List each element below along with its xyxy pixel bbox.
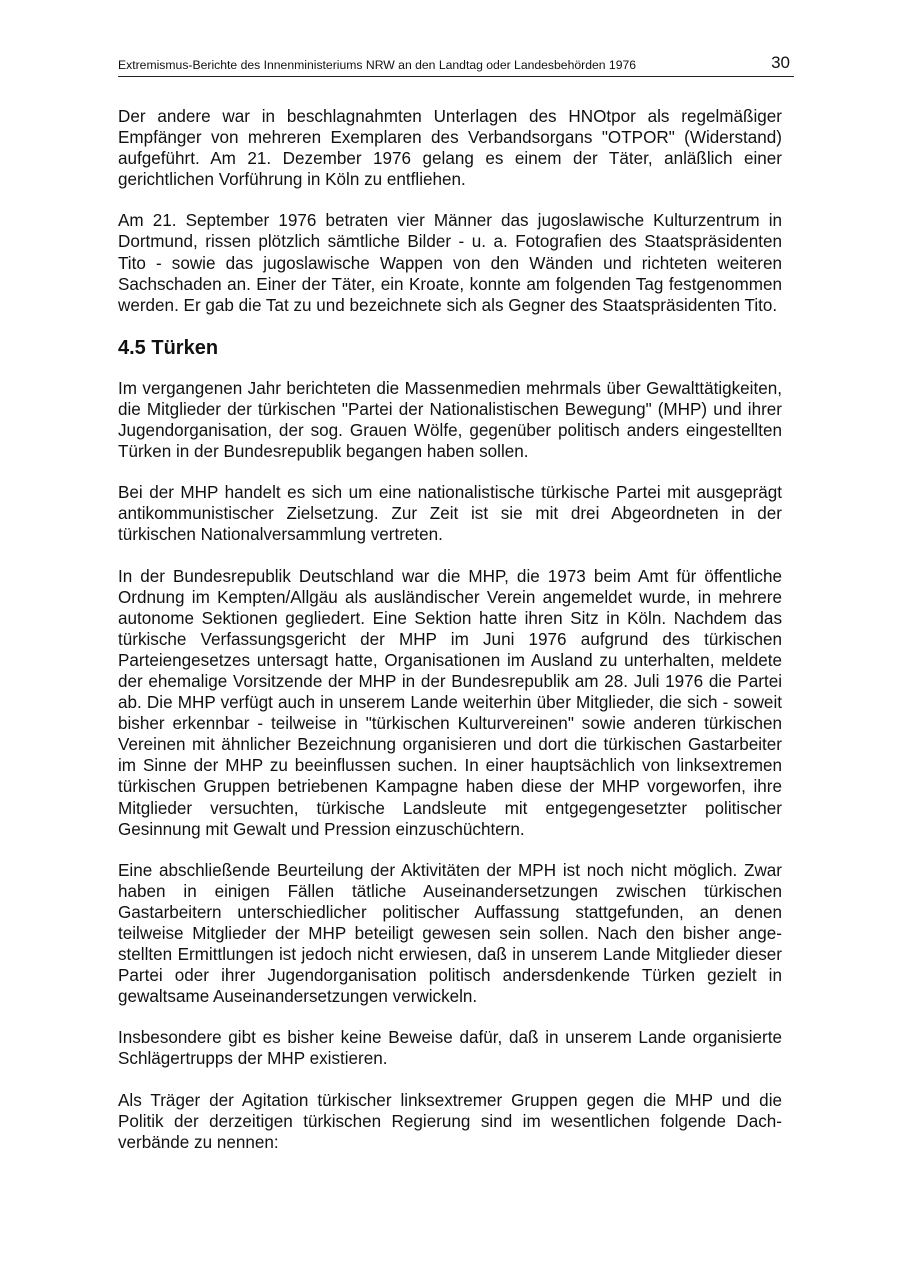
paragraph: Im vergangenen Jahr berichteten die Massenmedien mehrmals über Gewalttätigkeiten, die Mitglieder der türkischen "Partei der Nationalistischen Bewegung" (MHP) und ihrer Jugendorganisation, der sog. Grauen Wölfe, gegenüber politisch anders eingestellten Türken in der Bundesrepublik begangen haben sollen.	[118, 378, 782, 462]
document-body	[118, 106, 782, 1173]
page-header	[118, 50, 794, 77]
paragraph: In der Bundesrepublik Deutschland war die MHP, die 1973 beim Amt für öffentliche Ordnung im Kempten/Allgäu als ausländischer Verein angemeldet wurde, in mehrere autonome Sektionen gegliedert. Eine Sektion hatte ihren Sitz in Köln. Nachdem das türkische Verfassungsgericht der MHP im Juni 1976 aufgrund des türkischen Parteiengesetzes untersagt hatte, Organisationen im Ausland zu unterhalten, meldete der ehemalige Vorsitzende der MHP in der Bundesrepublik am 28. Juli 1976 die Partei ab. Die MHP verfügt auch in unserem Lande weiterhin über Mitglieder, die sich - soweit bisher erkennbar - teilweise in "türkischen Kulturvereinen" sowie anderen türkischen Vereinen mit ähnlicher Bezeichnung organisieren und dort die türkischen Gastarbeiter im Sinne der MHP zu beeinflussen suchen. In einer hauptsächlich von linksextremen türkischen Gruppen betriebenen Kampagne haben diese der MHP vorgeworfen, ihre Mitglieder versuchten, türkische Landsleute mit entgegengesetzter politischer Gesinnung mit Gewalt und Pression einzuschüchtern.	[118, 566, 782, 839]
paragraph: Eine abschließende Beurteilung der Aktivitäten der MPH ist noch nicht möglich. Zwar haben in einigen Fällen tätliche Auseinandersetzungen zwischen türkischen Gastarbeitern unterschiedlicher politischer Auffassung stattgefunden, an denen teilweise Mitglieder der MHP beteiligt gewesen sein sollen. Nach den bisher angestellten Ermittlungen ist jedoch nicht erwiesen, daß in unserem Lande Mitglieder dieser Partei oder ihrer Jugendorganisation politisch andersdenkende Türken gezielt in gewaltsame Auseinandersetzungen verwickeln.	[118, 860, 782, 1007]
section-heading: 4.5 Türken	[118, 336, 219, 359]
paragraph: Insbesondere gibt es bisher keine Beweise dafür, daß in unserem Lande organisierte Schlägertrupps der MHP existieren.	[118, 1028, 782, 1069]
paragraph: Am 21. September 1976 betraten vier Männer das jugoslawische Kulturzentrum in Dortmund, rissen plötzlich sämtliche Bilder - u. a. Fotografien des Staatspräsidenten Tito - sowie das jugoslawische Wappen von den Wänden und richteten weiteren Sachschaden an. Einer der Täter, ein Kroate, konnte am folgenden Tag festgenommen werden. Er gab die Tat zu und bezeichnete sich als Gegner des Staatspräsidenten Tito.	[118, 211, 782, 315]
paragraph: Als Träger der Agitation türkischer linksextremer Gruppen gegen die MHP und die Politik der derzeitigen türkischen Regierung sind im wesentlichen folgende Dachverbände zu nennen:	[118, 1090, 782, 1152]
page-number: 30	[771, 53, 790, 72]
header-title: Extremismus-Berichte des Innenministeriums NRW an den Landtag oder Landesbehörden 1976	[118, 58, 637, 72]
paragraph: Bei der MHP handelt es sich um eine nationalistische türkische Partei mit ausgeprägt antikommunistischer Zielsetzung. Zur Zeit ist sie mit drei Abgeordneten in der türkischen Nationalversammlung vertreten.	[118, 483, 782, 545]
paragraph: Der andere war in beschlagnahmten Unterlagen des HNOtpor als regelmäßiger Empfänger von mehreren Exemplaren des Verbandsorgans "OTPOR" (Widerstand) aufgeführt. Am 21. Dezember 1976 gelang es einem der Täter, anläßlich einer gerichtlichen Vorführung in Köln zu entfliehen.	[118, 107, 782, 190]
